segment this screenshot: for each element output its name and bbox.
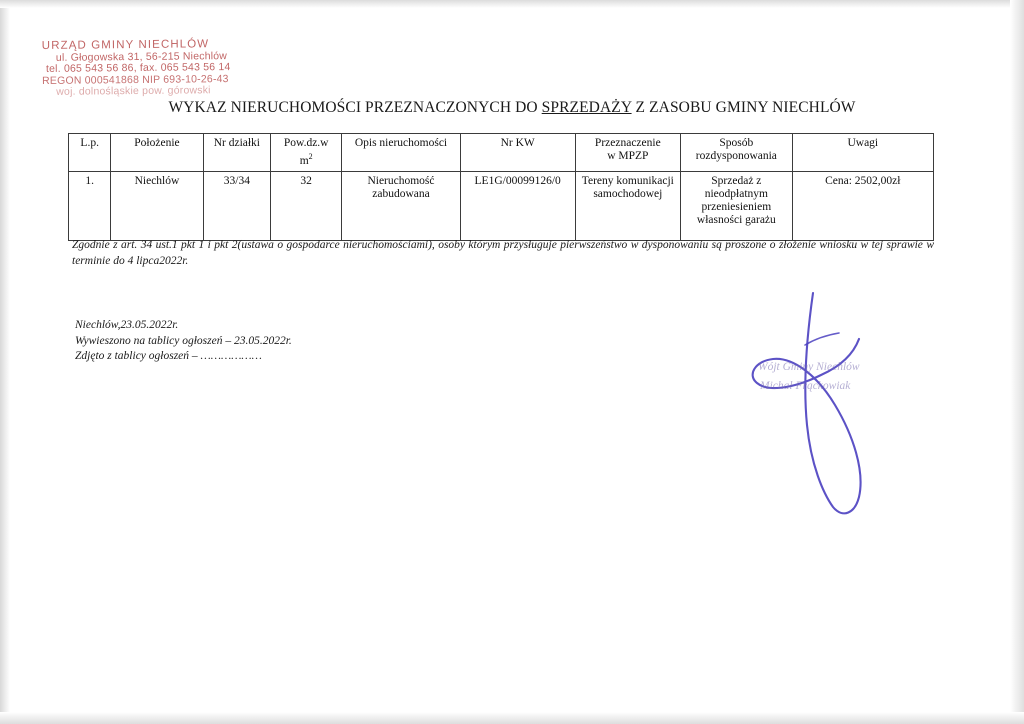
column-header-powierzchnia-line1: Pow.dz.w xyxy=(283,137,329,149)
cell-sposob: Sprzedaż z nieodpłatnym przeniesieniem własności garażu xyxy=(681,171,792,240)
signature-name: Michał Frąckowiak xyxy=(760,380,851,392)
handwritten-signature xyxy=(735,275,925,525)
cell-opis: Nieruchomość zabudowana xyxy=(342,171,461,240)
column-header-powierzchnia-line2: m xyxy=(299,154,309,167)
stamp-region: woj. dolnośląskie pow. górowski xyxy=(56,84,211,98)
column-header-powierzchnia-sup: 2 xyxy=(308,152,313,161)
cell-polozenie: Niechlów xyxy=(111,171,203,240)
scan-edge-bottom xyxy=(0,712,1024,724)
page-title xyxy=(0,99,1024,117)
listing-table xyxy=(68,133,934,241)
place-and-date: Niechlów,23.05.2022r. xyxy=(75,319,179,331)
table-body xyxy=(69,171,934,240)
column-header-sposob-line2: rozdysponowania xyxy=(695,150,777,162)
title-part-underlined: SPRZEDAŻY xyxy=(541,99,632,116)
column-header-polozenie: Położenie xyxy=(111,134,203,172)
cell-lp: 1. xyxy=(69,171,111,240)
column-header-sposob-line1: Sposób xyxy=(719,137,754,149)
cell-nr-kw: LE1G/00099126/0 xyxy=(460,171,575,240)
table-header xyxy=(69,134,934,172)
dates-block xyxy=(75,318,292,365)
cell-uwagi: Cena: 2502,00zł xyxy=(792,171,933,240)
column-header-sposob xyxy=(681,134,792,172)
posted-date: Wywieszono na tablicy ogłoszeń – 23.05.2022r. xyxy=(75,334,292,347)
cell-mpzp: Tereny komunikacji samochodowej xyxy=(575,171,681,240)
stamp-office-name: URZĄD GMINY NIECHLÓW xyxy=(41,38,210,52)
stamp-phone: tel. 065 543 56 86, fax. 065 543 56 14 xyxy=(45,61,231,75)
cell-powierzchnia: 32 xyxy=(271,171,342,240)
column-header-opis: Opis nieruchomości xyxy=(342,134,461,172)
stamp-regon-nip: REGON 000541868 NIP 693-10-26-43 xyxy=(42,72,229,87)
signature-role: Wójt Gminy Niechlów xyxy=(758,361,860,373)
title-part-before: WYKAZ NIERUCHOMOŚCI PRZEZNACZONYCH DO xyxy=(168,99,542,116)
signature-text xyxy=(758,358,860,396)
office-stamp xyxy=(42,39,231,98)
column-header-nr-kw: Nr KW xyxy=(460,134,575,172)
removed-date: Zdjęto z tablicy ogłoszeń – ……………… xyxy=(75,350,262,362)
table-row xyxy=(69,171,934,240)
table-header-row xyxy=(69,134,934,172)
title-part-after: Z ZASOBU GMINY NIECHLÓW xyxy=(631,99,856,116)
scan-edge-top xyxy=(0,0,1024,8)
listing-table-wrapper xyxy=(68,133,934,241)
column-header-lp: L.p. xyxy=(69,134,111,172)
column-header-mpzp xyxy=(575,134,681,172)
column-header-powierzchnia xyxy=(271,134,342,172)
column-header-mpzp-line1: Przeznaczenie xyxy=(594,137,661,149)
column-header-nr-dzialki: Nr działki xyxy=(203,134,271,172)
column-header-mpzp-line2: w MPZP xyxy=(607,150,649,162)
cell-nr-dzialki: 33/34 xyxy=(203,171,271,240)
column-header-uwagi: Uwagi xyxy=(792,134,933,172)
legal-note: Zgodnie z art. 34 ust.1 pkt 1 i pkt 2(ustawa o gospodarce nieruchomościami), osoby którym przysługuje pierwszeństwo w dysponowaniu są proszone o złożenie wniosku w tej sprawie w terminie do 4 lipca2022r. xyxy=(72,239,934,267)
stamp-address: ul. Głogowska 31, 56-215 Niechlów xyxy=(55,49,228,64)
